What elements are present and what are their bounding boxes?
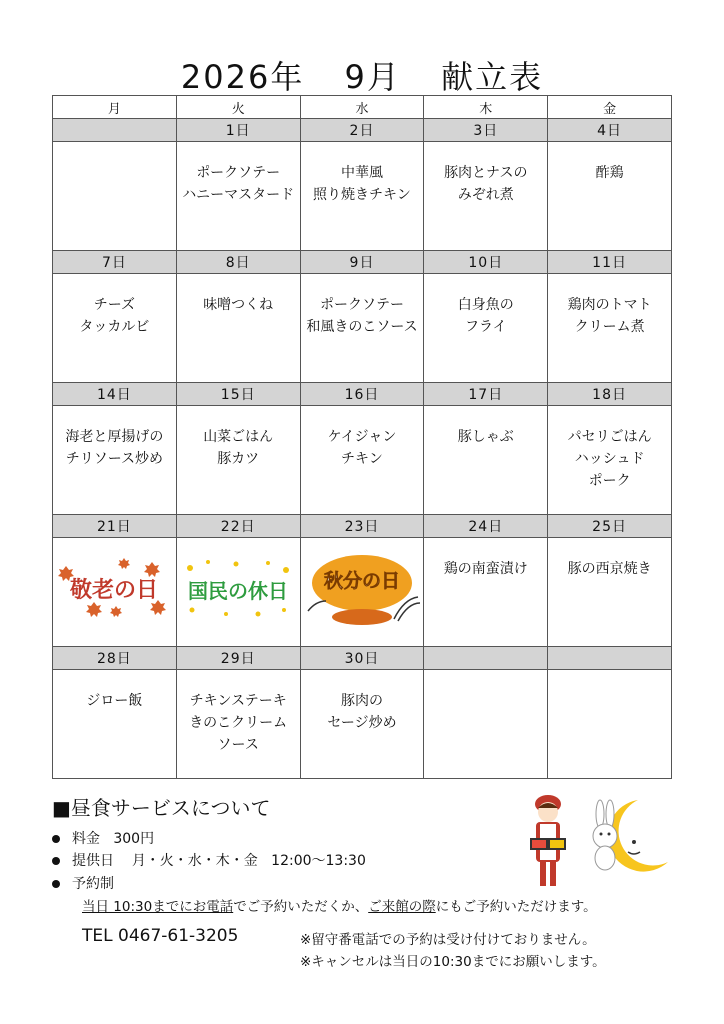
date-cell: 3日 xyxy=(424,119,548,142)
date-cell: 11日 xyxy=(548,251,672,274)
menu-line: 白身魚の xyxy=(457,297,514,313)
date-cell: 2日 xyxy=(300,119,424,142)
price-value: 300円 xyxy=(113,831,155,847)
note-answering-machine: ※留守番電話での予約は受け付けておりません。 xyxy=(300,932,596,948)
menu-cell xyxy=(548,406,672,515)
date-row xyxy=(53,383,672,406)
weekday-header: 火 xyxy=(176,96,300,119)
menu-line: ケイジャン xyxy=(327,429,397,445)
date-cell: 30日 xyxy=(300,647,424,670)
reservation-phone-note: 当日 10:30までにお電話 xyxy=(82,899,234,915)
weekday-header: 金 xyxy=(548,96,672,119)
date-cell: 17日 xyxy=(424,383,548,406)
menu-cell xyxy=(176,142,300,251)
date-row xyxy=(53,515,672,538)
menu-line: 豚の西京焼き xyxy=(567,561,652,577)
menu-cell xyxy=(424,274,548,383)
menu-line: 豚肉とナスの xyxy=(444,165,528,181)
bullet-icon xyxy=(52,835,60,843)
keiro-no-hi-illustration xyxy=(53,538,177,647)
menu-line: ハニーマスタード xyxy=(182,187,295,203)
menu-line: 豚カツ xyxy=(217,451,260,467)
date-cell: 24日 xyxy=(424,515,548,538)
date-cell: 22日 xyxy=(176,515,300,538)
date-row xyxy=(53,251,672,274)
waitress-illustration xyxy=(524,790,572,894)
date-cell: 4日 xyxy=(548,119,672,142)
menu-line: パセリごはん xyxy=(567,429,652,445)
menu-line: 酢鶏 xyxy=(595,165,624,181)
menu-line: チーズ xyxy=(93,297,136,313)
menu-line: 照り焼きチキン xyxy=(313,187,411,203)
menu-cell xyxy=(300,274,424,383)
menu-line: 味噌つくね xyxy=(203,297,274,313)
menu-cell xyxy=(300,670,424,779)
kokumin-no-kyujitsu-illustration xyxy=(176,538,300,647)
menu-line: ハッシュド xyxy=(574,451,645,467)
svg-text:国民の休日: 国民の休日 xyxy=(188,578,289,603)
menu-line: ジロー飯 xyxy=(86,693,143,709)
date-cell: 7日 xyxy=(53,251,177,274)
title-year: 2026年 xyxy=(180,58,305,96)
menu-row xyxy=(53,670,672,779)
menu-line: ポークソテー xyxy=(196,165,281,181)
page-title xyxy=(0,52,724,98)
info-days xyxy=(52,850,366,870)
menu-cell xyxy=(300,406,424,515)
shubun-no-hi-illustration xyxy=(300,538,424,647)
reservation-text: にもご予約いただけます。 xyxy=(435,899,597,915)
reservation-visit-note: ご来館の際 xyxy=(368,899,436,915)
menu-line: 中華風 xyxy=(340,165,383,181)
date-cell: 23日 xyxy=(300,515,424,538)
svg-text:敬老の日: 敬老の日 xyxy=(70,577,159,603)
keiro-no-hi-logo xyxy=(54,554,174,624)
menu-row xyxy=(53,406,672,515)
menu-line: クリーム煮 xyxy=(574,319,645,335)
date-cell: 18日 xyxy=(548,383,672,406)
menu-line: 鶏の南蛮漬け xyxy=(443,561,528,577)
menu-line: ポークソテー xyxy=(319,297,404,313)
menu-line: セージ炒め xyxy=(327,715,397,731)
info-heading: ■昼食サービスについて xyxy=(52,796,271,820)
menu-line: みぞれ煮 xyxy=(457,187,514,203)
title-month: 9月 xyxy=(344,58,401,96)
date-row xyxy=(53,647,672,670)
title-text: 献立表 xyxy=(441,58,544,96)
info-reservation xyxy=(52,873,114,893)
bullet-icon xyxy=(52,880,60,888)
menu-calendar xyxy=(52,95,672,779)
date-cell: 21日 xyxy=(53,515,177,538)
menu-row xyxy=(53,274,672,383)
bullet-icon xyxy=(52,857,60,865)
menu-cell xyxy=(176,274,300,383)
days-value: 月・火・水・木・金 xyxy=(131,853,258,869)
menu-line: 鶏肉のトマト xyxy=(567,297,652,313)
menu-line: 豚肉の xyxy=(340,693,383,709)
weekday-header: 水 xyxy=(300,96,424,119)
date-cell: 15日 xyxy=(176,383,300,406)
service-hours: 12:00～13:30 xyxy=(271,853,366,869)
menu-row xyxy=(53,142,672,251)
date-cell: 1日 xyxy=(176,119,300,142)
shubun-no-hi-logo xyxy=(302,549,422,629)
date-cell: 10日 xyxy=(424,251,548,274)
note-cancellation: ※キャンセルは当日の10:30までにお願いします。 xyxy=(300,954,606,970)
menu-line: チキン xyxy=(341,451,383,467)
menu-line: ソース xyxy=(217,737,259,753)
menu-cell xyxy=(548,538,672,647)
date-cell: 16日 xyxy=(300,383,424,406)
menu-line: 豚しゃぶ xyxy=(457,429,514,445)
menu-cell xyxy=(424,538,548,647)
svg-text:秋分の日: 秋分の日 xyxy=(323,569,400,592)
menu-line: 海老と厚揚げの xyxy=(65,429,164,445)
date-cell: 25日 xyxy=(548,515,672,538)
menu-cell xyxy=(548,274,672,383)
menu-cell xyxy=(424,142,548,251)
menu-cell-empty xyxy=(53,142,177,251)
telephone-number: TEL 0467-61-3205 xyxy=(82,926,239,946)
menu-line: ポーク xyxy=(588,473,631,489)
date-cell xyxy=(424,647,548,670)
kokumin-no-kyujitsu-logo xyxy=(178,554,298,624)
menu-line: チキンステーキ xyxy=(189,693,287,709)
price-label: 料金 xyxy=(72,831,100,847)
date-cell: 14日 xyxy=(53,383,177,406)
menu-cell xyxy=(53,274,177,383)
menu-line: 山菜ごはん xyxy=(203,429,274,445)
date-cell: 29日 xyxy=(176,647,300,670)
weekday-header: 月 xyxy=(53,96,177,119)
days-label: 提供日 xyxy=(72,853,114,869)
weekday-header: 木 xyxy=(424,96,548,119)
menu-row xyxy=(53,538,672,647)
date-cell xyxy=(548,647,672,670)
date-cell xyxy=(53,119,177,142)
menu-cell xyxy=(176,406,300,515)
menu-cell xyxy=(53,670,177,779)
reservation-detail xyxy=(82,895,597,915)
date-row xyxy=(53,119,672,142)
date-cell: 8日 xyxy=(176,251,300,274)
menu-line: チリソース炒め xyxy=(65,451,164,467)
menu-line: きのこクリーム xyxy=(189,715,288,731)
weekday-header-row xyxy=(53,96,672,119)
info-price xyxy=(52,828,154,848)
date-cell: 9日 xyxy=(300,251,424,274)
menu-cell xyxy=(300,142,424,251)
reservation-text: でご予約いただくか、 xyxy=(233,899,369,915)
menu-line: フライ xyxy=(464,319,507,335)
menu-cell xyxy=(548,142,672,251)
menu-cell xyxy=(424,406,548,515)
menu-line: タッカルビ xyxy=(79,319,150,335)
menu-line: 和風きのこソース xyxy=(306,319,418,335)
menu-cell-empty xyxy=(548,670,672,779)
reservation-label: 予約制 xyxy=(72,876,114,892)
rabbit-and-moon-illustration xyxy=(578,796,676,876)
menu-cell-empty xyxy=(424,670,548,779)
date-cell: 28日 xyxy=(53,647,177,670)
menu-cell xyxy=(176,670,300,779)
menu-cell xyxy=(53,406,177,515)
